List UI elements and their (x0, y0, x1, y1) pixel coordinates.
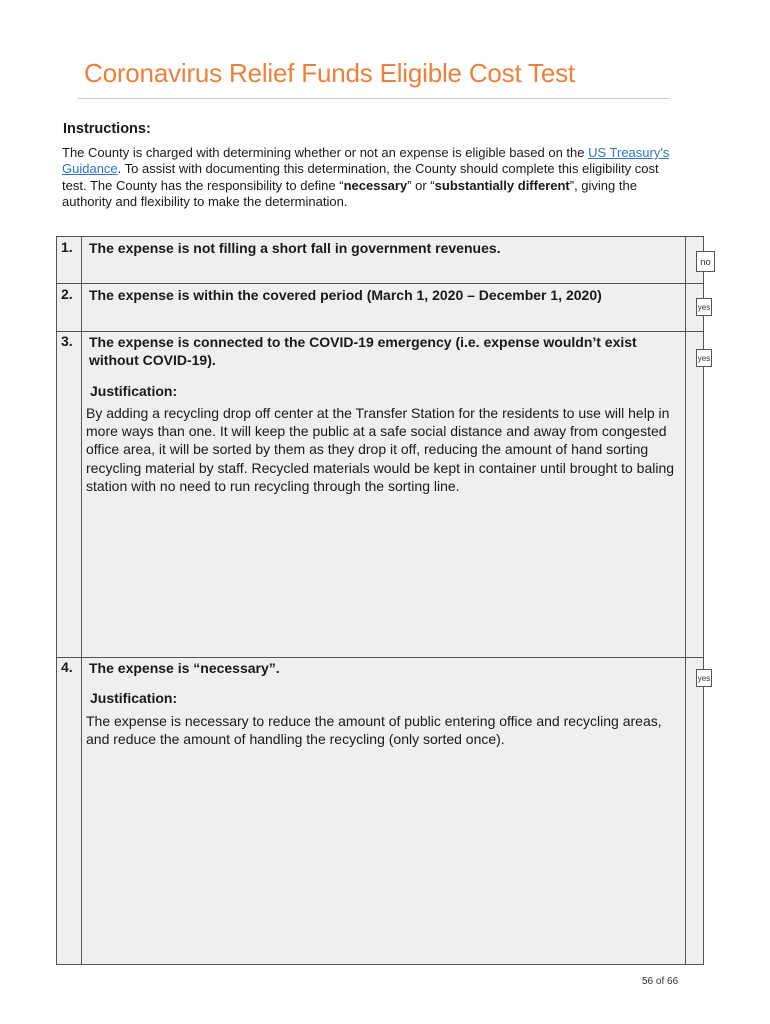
answer-box[interactable]: yes (696, 298, 712, 316)
treasury-guidance-link[interactable]: US Treasury's Guidance (62, 145, 670, 177)
item-number: 1. (61, 239, 73, 255)
term-substantially-different: substantially different (434, 177, 570, 193)
column-divider (81, 237, 82, 964)
instructions-text (62, 145, 674, 210)
item-number: 4. (61, 659, 73, 675)
item-statement: The expense is “necessary”. (89, 660, 280, 676)
justification-text: The expense is necessary to reduce the amount of public entering office and recycling areas, and reduce the amount of handling the recycling (only sorted once). (86, 713, 662, 748)
row-divider (57, 331, 703, 332)
row-divider (57, 283, 703, 284)
document-title: Coronavirus Relief Funds Eligible Cost Test (84, 58, 575, 88)
term-necessary: necessary (343, 177, 408, 193)
item-statement: The expense is within the covered period (March 1, 2020 – December 1, 2020) (89, 287, 602, 303)
answer-box[interactable]: no (696, 251, 715, 272)
justification-label: Justification: (90, 690, 178, 706)
eligibility-table (56, 236, 711, 965)
instructions-text-part: ”, giving the authority and flexibility to make the determination. (62, 177, 637, 209)
item-number: 3. (61, 333, 73, 349)
answer-box[interactable]: yes (696, 669, 712, 687)
answer-box[interactable]: yes (696, 349, 712, 367)
item-number: 2. (61, 286, 73, 302)
instructions-text-part: ” or “ (407, 177, 435, 193)
item-statement: The expense is not filling a short fall in government revenues. (89, 240, 501, 256)
instructions-text-part: The County is charged with determining whether or not an expense is eligible based on the (62, 145, 589, 160)
row-divider (57, 657, 703, 658)
instructions-text-part: . To assist with documenting this determination, the County should complete this eligibility cost test. The County has the responsibility to define “ (62, 161, 659, 193)
justification-text: By adding a recycling drop off center at the Transfer Station for the residents to use will help in more ways than one. It will keep the public at a safe social distance and away from congested office area, it will be sorted by them as they drop it off, reducing the amount of hand sorting recycling material by staff. Recycled materials would be kept in container until brought to baling station with no need to run recycling through the sorting line. (86, 405, 675, 494)
justification-label: Justification: (90, 383, 178, 399)
instructions-heading: Instructions: (63, 121, 151, 137)
item-statement: The expense is connected to the COVID-19 emergency (i.e. expense wouldn’t exist without COVID-19). (89, 334, 637, 368)
page-number: 56 of 66 (642, 976, 679, 987)
title-divider (78, 98, 669, 99)
